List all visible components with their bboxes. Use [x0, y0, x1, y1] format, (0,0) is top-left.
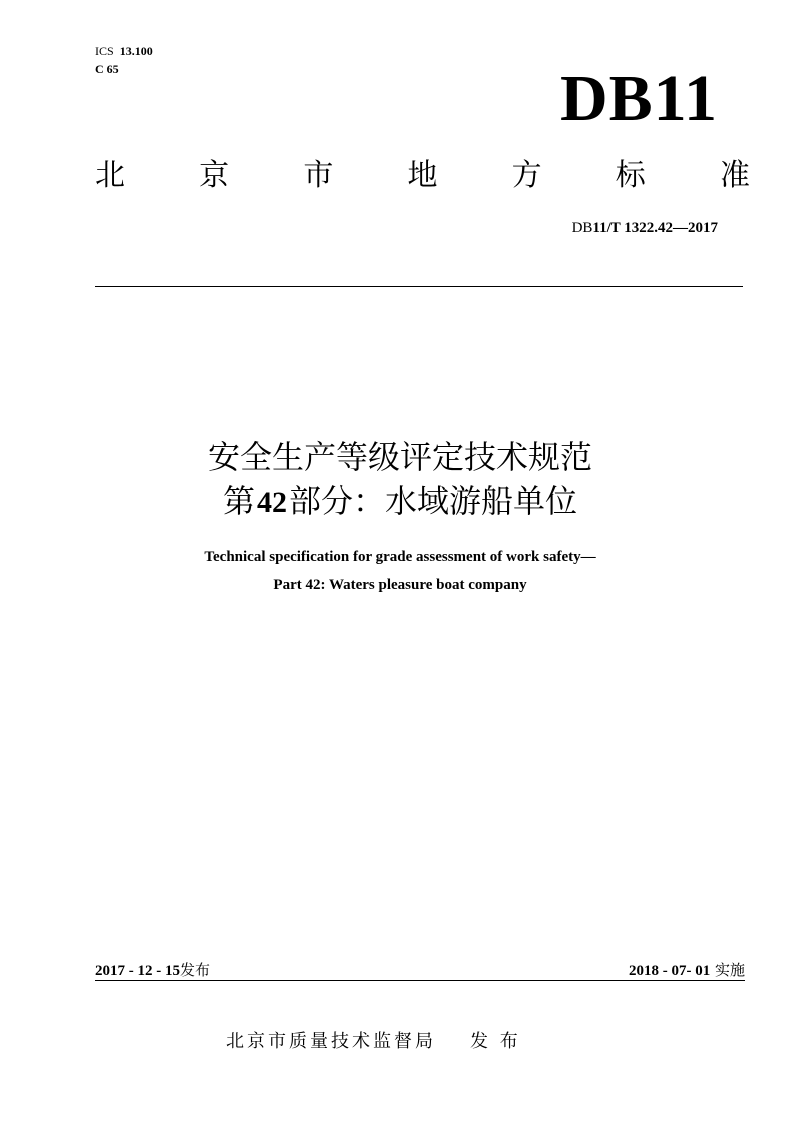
standard-type-char: 京 [199, 158, 230, 193]
standard-code-prefix: DB [571, 220, 593, 236]
standard-type-char: 标 [615, 158, 646, 193]
title-zh-part-prefix: 第 [222, 482, 255, 520]
publisher-line [226, 1030, 521, 1054]
ics-label: ICS [95, 44, 114, 58]
standard-code-main: 11/T 1322.42—2017 [592, 220, 718, 236]
standard-type-char: 地 [407, 158, 438, 193]
ccs-code: C 65 [95, 62, 119, 76]
title-zh-part-number: 42 [257, 486, 287, 519]
publisher-name: 北京市质量技术监督局 [226, 1031, 436, 1052]
standard-type [95, 156, 750, 196]
title-zh-line1: 安全生产等级评定技术规范 [207, 438, 592, 476]
header-divider [95, 286, 743, 287]
issue-date-value: 2017 - 12 - 15 [95, 963, 180, 979]
implement-date-value: 2018 - 07- 01 [628, 963, 711, 979]
standard-code [572, 218, 718, 238]
implement-date [629, 959, 745, 982]
title-zh-line2 [0, 480, 800, 524]
title-en-line1: Technical specification for grade assessment of work safety— [204, 549, 596, 565]
publish-label: 发 布 [470, 1031, 521, 1052]
standard-type-char: 北 [95, 158, 125, 193]
issue-date [95, 959, 210, 982]
standard-type-char: 方 [511, 158, 542, 193]
ics-code [95, 44, 153, 58]
title-zh-part-suffix: 部分：水域游船单位 [289, 482, 578, 520]
title-en-line2: Part 42: Waters pleasure boat company [273, 577, 527, 593]
ics-value: 13.100 [119, 44, 153, 58]
standard-type-char: 市 [303, 158, 334, 193]
issue-date-label: 发布 [180, 961, 211, 979]
footer-divider [95, 980, 745, 981]
standard-type-char: 准 [719, 158, 750, 193]
implement-date-label: 实施 [714, 961, 745, 979]
db-logo: DB11 [559, 62, 718, 135]
